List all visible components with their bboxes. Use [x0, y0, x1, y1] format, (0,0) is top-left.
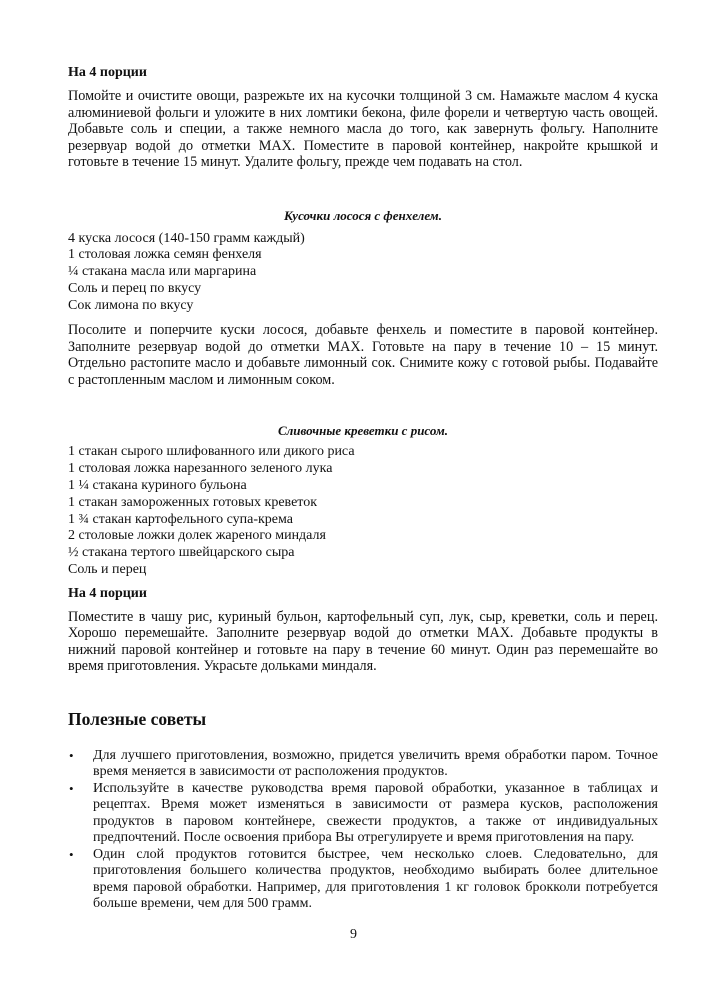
paragraph: Помойте и очистите овощи, разрежьте их на кусочки толщиной 3 см. Намажьте маслом 4 куска алюминиевой фольги и уложите в них ломтики бекона, филе форели и четвертую часть овощей. Добавьте соль и специи, а также немного масла до того, как завернуть фольгу. Наполните резервуар водой до отметки MAX. Поместите в паровой контейнер, накройте крышкой и готовьте в течение 15 минут. Удалите фольгу, прежде чем подавать на стол. — [68, 88, 658, 170]
ingredient-item: Сок лимона по вкусу — [68, 297, 194, 313]
bullet-icon: • — [69, 846, 74, 862]
tips-section — [68, 708, 658, 913]
paragraph: Поместите в чашу рис, куриный бульон, картофельный суп, лук, сыр, креветки, соль и перец. Хорошо перемешайте. Заполните резервуар водой до отметки MAX. Добавьте продукты в нижний паровой контейнер и готовьте на пару в течение 60 минут. Один раз перемешайте во время приготовления. Украсьте дольками миндаля. — [68, 608, 658, 675]
bullet-icon: • — [69, 747, 74, 763]
recipe-salmon — [68, 208, 658, 389]
ingredient-item: 1 стакан замороженных готовых креветок — [68, 494, 318, 510]
bullet-icon: • — [69, 780, 74, 796]
ingredient-item: 1 стакан сырого шлифованного или дикого риса — [68, 444, 355, 460]
recipe-title: Кусочки лосося с фенхелем. — [284, 207, 442, 223]
recipe-title: Сливочные креветки с рисом. — [277, 423, 449, 439]
tip-item — [68, 781, 658, 847]
ingredient-item: Соль и перец по вкусу — [68, 280, 202, 296]
tips-list — [68, 748, 658, 913]
ingredient-item: ½ стакана тертого швейцарского сыра — [68, 545, 295, 561]
ingredient-list — [68, 444, 658, 578]
document-page — [68, 64, 658, 913]
section-heading: На 4 порции — [68, 585, 147, 601]
ingredient-item: 1 ¼ стакана куриного бульона — [68, 478, 247, 494]
ingredient-item: 1 столовая ложка семян фенхеля — [68, 247, 262, 263]
ingredient-item: 4 куска лосося (140-150 грамм каждый) — [68, 230, 305, 246]
ingredient-item: ¼ стакана масла или маргарина — [68, 264, 257, 280]
section-heading: На 4 порции — [68, 65, 147, 80]
ingredient-item: 1 столовая ложка нарезанного зеленого лука — [68, 461, 333, 477]
ingredient-item: Соль и перец — [68, 562, 147, 578]
tip-text: Используйте в качестве руководства время паровой обработки, указанное в таблицах и рецептах. Время может изменяться в зависимости от размера кусков, расположения продуктов в паровом контейнере, свежести продуктов, а также от индивидуальных предпочтений. После освоения прибора Вы отрегулируете и время приготовления на пару. — [93, 780, 658, 846]
tip-item — [68, 748, 658, 781]
ingredient-item: 2 столовые ложки долек жареного миндаля — [68, 528, 326, 544]
tip-text: Один слой продуктов готовится быстрее, чем несколько слоев. Следовательно, для приготовления большего количества продуктов, необходимо выбирать более длительное время паровой обработки. Например, для приготовления 1 кг головок брокколи потребуется больше времени, чем для 500 грамм. — [93, 846, 658, 912]
section-portions — [68, 64, 658, 171]
paragraph: Посолите и поперчите куски лосося, добавьте фенхель и поместите в паровой контейнер. Заполните резервуар водой до отметки MAX. Готовьте на пару в течение 10 – 15 минут. Отдельно растопите масло и добавьте лимонный сок. Снимите кожу с готовой рыбы. Подавайте с растопленным маслом и лимонным соком. — [68, 322, 658, 388]
page-number: 9 — [350, 927, 357, 942]
ingredient-list — [68, 231, 658, 315]
tip-item — [68, 847, 658, 913]
ingredient-item: 1 ¾ стакан картофельного супа-крема — [68, 511, 293, 527]
tips-heading: Полезные советы — [68, 708, 207, 729]
recipe-shrimp — [68, 423, 658, 674]
tip-text: Для лучшего приготовления, возможно, придется увеличить время обработки паром. Точное время меняется в зависимости от расположения продуктов. — [93, 747, 658, 780]
